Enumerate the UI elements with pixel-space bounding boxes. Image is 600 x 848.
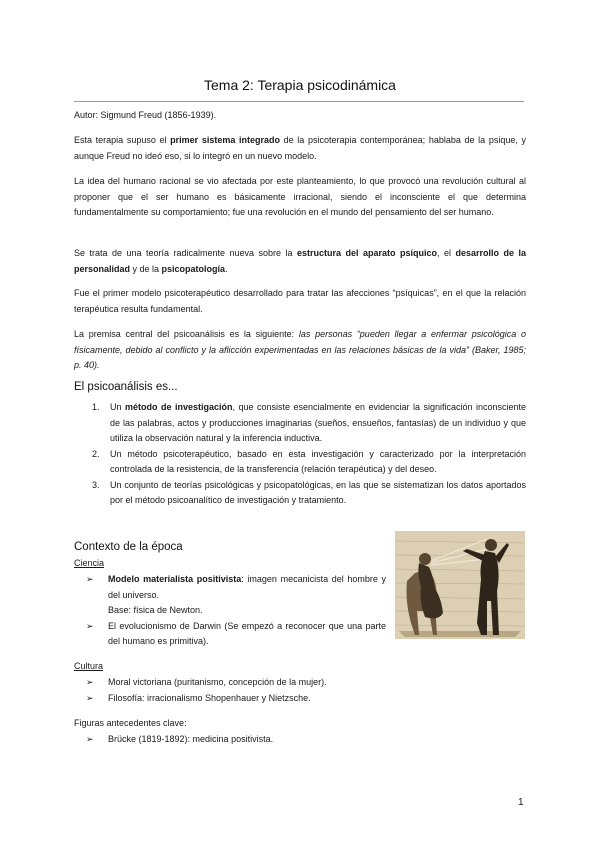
p5-text-a: La premisa central del psicoanálisis es la siguiente: <box>74 329 299 339</box>
ciencia-bold: Modelo materialista positivista <box>108 574 242 584</box>
p3-bold-1: estructura del aparato psíquico <box>297 248 437 258</box>
paragraph-1 <box>74 133 526 164</box>
cultura-heading: Cultura <box>74 661 104 671</box>
paragraph-2: La idea del humano racional se vio afectada por este planteamiento, lo que provocó una revolución cultural al proponer que el ser humano es básicamente irracional, siendo el inconsciente el que determina fundamentalmente su comportamiento; fue una revolución en el mundo del pensamiento del ser humano. <box>74 176 526 217</box>
title-divider <box>74 101 524 102</box>
list-number: 3. <box>92 479 100 490</box>
arrow-bullet-icon: ➢ <box>86 692 94 703</box>
p3-text-c: , el <box>437 248 456 258</box>
ciencia-text: : imagen mecanicista del hombre y del universo. <box>108 574 386 600</box>
p1-text-c: de la psicoterapia contemporánea; hablaba de la psique, y aunque Freud no ideó eso, si lo integró en un nuevo modelo. <box>74 135 526 161</box>
figuras-list <box>86 732 526 748</box>
psicoanalisis-list <box>74 400 526 509</box>
list-text: Un conjunto de teorías psicológicas y psicopatológicas, en las que se sistematizan los datos aportados por el método psicoanalítico de investigación y tratamiento. <box>110 479 526 505</box>
p5-citation: (Baker, 1985; p. 40). <box>74 344 526 370</box>
page-number: 1 <box>518 797 524 808</box>
p3-bold-2: desarrollo de la personalidad <box>74 248 526 274</box>
paragraph-4: Fue el primer modelo psicoterapéutico desarrollado para tratar las afecciones “psíquicas”, en el que la relación terapéutica resulta fundamental. <box>74 288 526 314</box>
ciencia-extra: Base: física de Newton. <box>108 605 203 615</box>
list-item <box>86 691 526 707</box>
engraving-illustration <box>395 531 525 639</box>
p1-bold: primer sistema integrado <box>170 135 280 145</box>
list-item <box>74 447 526 478</box>
page-title: Tema 2: Terapia psicodinámica <box>204 77 396 93</box>
hypnosis-engraving-image <box>395 531 525 639</box>
p3-text-a: Se trata de una teoría radicalmente nueva sobre la <box>74 248 297 258</box>
list-item <box>86 619 386 650</box>
list-item <box>86 572 386 619</box>
figuras-text: Brücke (1819-1892): medicina positivista. <box>108 734 274 744</box>
cultura-list <box>86 675 526 706</box>
p3-text-e: y de la <box>130 263 162 274</box>
list-number: 1. <box>92 402 100 412</box>
list-item <box>86 732 526 748</box>
arrow-bullet-icon: ➢ <box>86 574 94 584</box>
cultura-text: Moral victoriana (puritanismo, concepción de la mujer). <box>108 677 327 687</box>
arrow-bullet-icon: ➢ <box>86 734 94 744</box>
arrow-bullet-icon: ➢ <box>86 677 94 687</box>
author-line: Autor: Sigmund Freud (1856-1939). <box>74 110 217 120</box>
paragraph-5 <box>74 327 526 374</box>
ciencia-text: El evolucionismo de Darwin (Se empezó a reconocer que una parte del humano es primitiva). <box>108 620 386 646</box>
list-bold: método de investigación <box>125 402 233 412</box>
cultura-text: Filosofía: irracionalismo Shopenhauer y Nietzsche. <box>108 692 311 703</box>
list-number: 2. <box>92 448 100 459</box>
heading-psicoanalisis: El psicoanálisis es... <box>74 381 178 393</box>
list-text: , que consiste esencialmente en evidenciar la significación inconsciente de las palabras, actos y producciones imaginarias (sueños, ensueños, fantasías) de un individuo y que utiliza la observación natural y la inferencia inductiva. <box>110 402 526 443</box>
p3-text-g: . <box>225 263 228 274</box>
p1-text-a: Esta terapia supuso el <box>74 135 171 145</box>
figuras-heading: Figuras antecedentes clave: <box>74 718 187 728</box>
list-text: Un <box>110 402 125 412</box>
arrow-bullet-icon: ➢ <box>86 620 94 631</box>
p5-quote: las personas “pueden llegar a enfermar psicológica o físicamente, debido al conflicto y la aflicción experimentadas en las relaciones básicas de la vida” <box>74 329 526 355</box>
ciencia-heading: Ciencia <box>74 558 105 568</box>
ciencia-list <box>86 572 386 650</box>
p3-bold-3: psicopatología <box>161 263 226 274</box>
paragraph-3 <box>74 246 526 277</box>
list-text: Un método psicoterapéutico, basado en esta investigación y caracterizado por la interpretación controlada de la resistencia, de la transferencia (relación terapéutica) y del deseo. <box>110 448 526 474</box>
heading-contexto: Contexto de la época <box>74 541 183 553</box>
list-item <box>74 478 526 509</box>
list-item <box>74 400 526 447</box>
list-item <box>86 675 526 691</box>
